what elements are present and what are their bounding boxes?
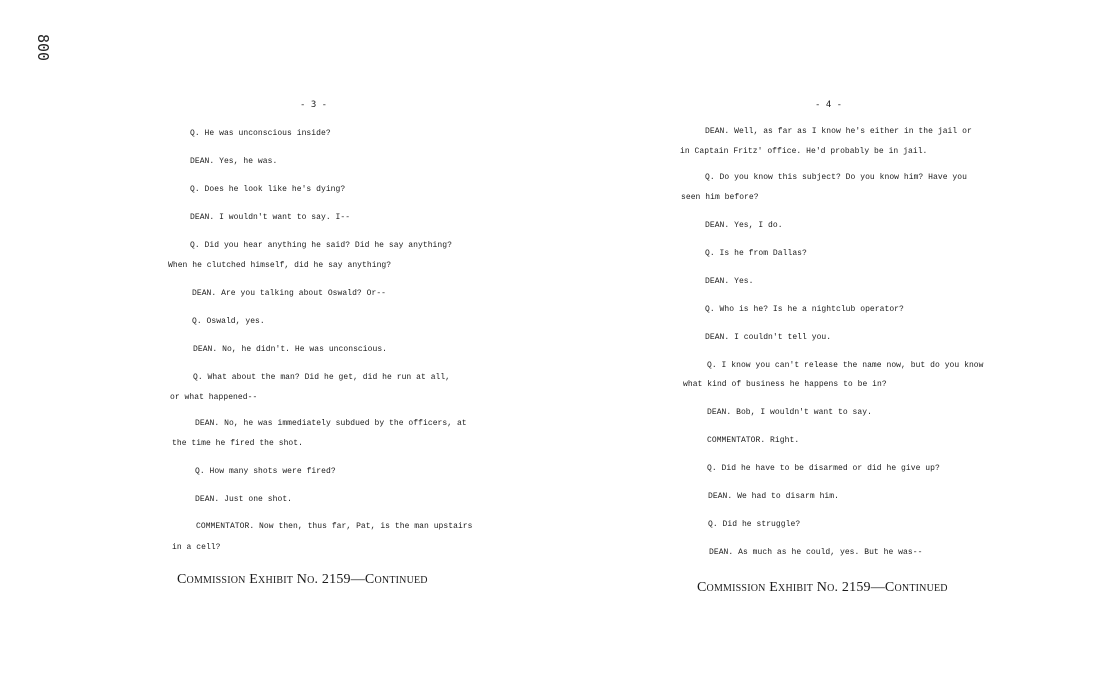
transcript-line: When he clutched himself, did he say anything? (168, 261, 392, 270)
transcript-line: DEAN. Well, as far as I know he's either in the jail or (705, 127, 972, 136)
transcript-line: Q. Is he from Dallas? (705, 249, 807, 258)
transcript-line: Q. Did you hear anything he said? Did he say anything? (190, 241, 452, 250)
transcript-line: Q. He was unconscious inside? (190, 129, 331, 138)
transcript-line: Q. Did he struggle? (708, 520, 801, 529)
transcript-line: DEAN. No, he was immediately subdued by the officers, at (195, 419, 467, 428)
transcript-line: DEAN. I couldn't tell you. (705, 333, 832, 342)
transcript-line: DEAN. We had to disarm him. (708, 492, 839, 501)
left-page-number: - 3 - (300, 100, 328, 110)
transcript-line: DEAN. Yes, I do. (705, 221, 783, 230)
transcript-line: seen him before? (681, 193, 759, 202)
transcript-line: COMMENTATOR. Right. (707, 436, 800, 445)
transcript-line: Q. I know you can't release the name now, but do you know (707, 361, 984, 370)
transcript-line: or what happened-- (170, 393, 258, 402)
transcript-line: DEAN. Just one shot. (195, 495, 293, 504)
transcript-line: DEAN. Bob, I wouldn't want to say. (707, 408, 872, 417)
transcript-line: DEAN. As much as he could, yes. But he was-- (709, 548, 923, 557)
transcript-line: DEAN. Yes. (705, 277, 754, 286)
transcript-line: the time he fired the shot. (172, 439, 303, 448)
transcript-line: Q. What about the man? Did he get, did he run at all, (193, 373, 451, 382)
transcript-line: DEAN. Yes, he was. (190, 157, 278, 166)
exhibit-caption: Commission Exhibit No. 2159—Continued (177, 572, 428, 587)
exhibit-caption: Commission Exhibit No. 2159—Continued (697, 580, 948, 595)
transcript-line: Q. Oswald, yes. (192, 317, 265, 326)
transcript-line: COMMENTATOR. Now then, thus far, Pat, is the man upstairs (196, 522, 473, 531)
transcript-line: Q. Does he look like he's dying? (190, 185, 346, 194)
volume-page-number: 800 (34, 34, 52, 62)
transcript-line: Q. How many shots were fired? (195, 467, 336, 476)
transcript-line: Q. Did he have to be disarmed or did he give up? (707, 464, 940, 473)
transcript-line: DEAN. Are you talking about Oswald? Or-- (192, 289, 387, 298)
transcript-line: what kind of business he happens to be in? (683, 380, 887, 389)
right-page-number: - 4 - (815, 100, 843, 110)
transcript-line: Q. Who is he? Is he a nightclub operator? (705, 305, 904, 314)
transcript-line: in Captain Fritz' office. He'd probably be in jail. (680, 147, 928, 156)
transcript-line: DEAN. I wouldn't want to say. I-- (190, 213, 351, 222)
transcript-line: Q. Do you know this subject? Do you know him? Have you (705, 173, 967, 182)
transcript-line: in a cell? (172, 543, 221, 552)
transcript-line: DEAN. No, he didn't. He was unconscious. (193, 345, 388, 354)
